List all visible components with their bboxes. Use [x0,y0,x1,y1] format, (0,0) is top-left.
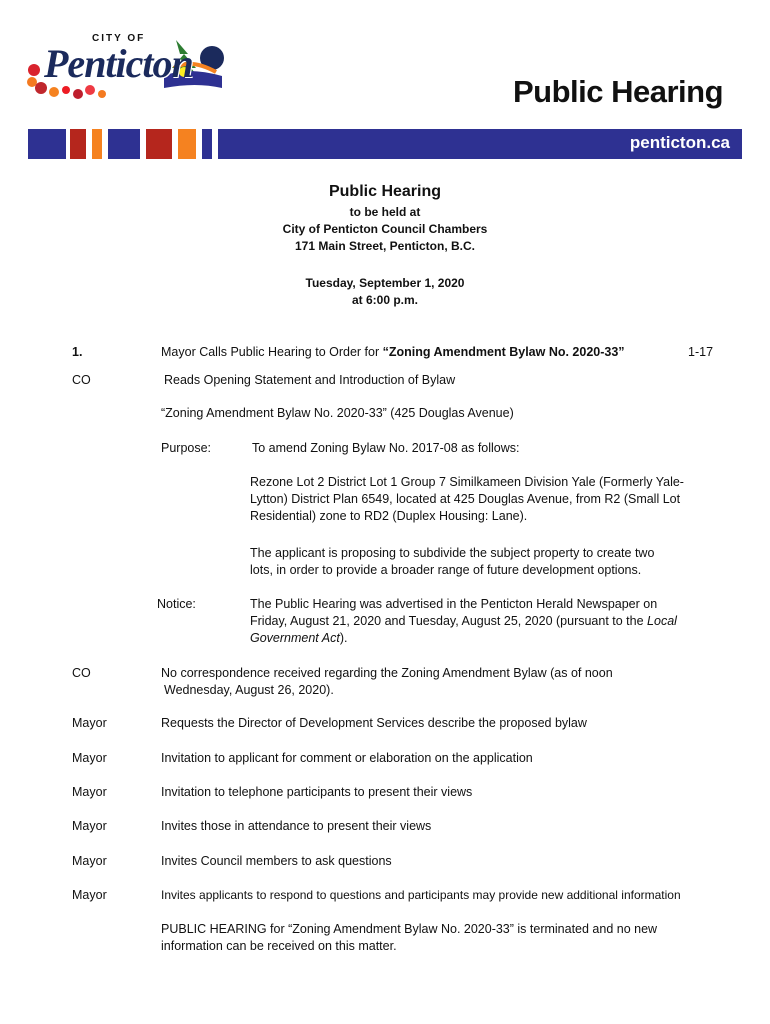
banner-block [108,129,140,159]
action-text: Requests the Director of Development Services describe the proposed bylaw [161,716,587,730]
action-text: Invites those in attendance to present their views [161,819,432,833]
banner-block [146,129,172,159]
action-text: Invitation to telephone participants to present their views [161,785,473,799]
closing-paragraph [161,921,721,955]
meeting-time: at 6:00 p.m. [351,293,419,307]
speaker-label: CO [72,666,91,680]
logo-petal-icon [62,86,70,94]
closing-line: information can be received on this matter. [161,939,397,953]
rezone-line: Lytton) District Plan 6549, located at 425 Douglas Avenue, from R2 (Small Lot [250,492,681,506]
banner-block [92,129,102,159]
notice-label: Notice: [157,597,196,611]
banner-block [178,129,196,159]
purpose-label: Purpose: [161,441,212,455]
applicant-paragraph [250,545,700,579]
notice-line [250,613,710,630]
speaker-label: Mayor [72,716,107,730]
header-title: Public Hearing [512,74,723,109]
bylaw-line: “Zoning Amendment Bylaw No. 2020-33” (425 Douglas Avenue) [161,406,514,420]
action-text: Invites Council members to ask questions [161,854,392,868]
address-line: 171 Main Street, Penticton, B.C. [294,239,476,253]
notice-text: Friday, August 21, 2020 and Tuesday, August 25, 2020 (pursuant to the [250,614,648,628]
correspondence-line: Wednesday, August 26, 2020). [164,683,334,697]
document-title: Public Hearing [328,183,442,200]
banner-block [28,129,66,159]
logo-petal-icon [27,77,37,87]
item-description [161,344,625,361]
speaker-label: Mayor [72,819,107,833]
applicant-line: The applicant is proposing to subdivide the subject property to create two [250,546,655,560]
applicant-line: lots, in order to provide a broader range of future development options. [250,563,642,577]
act-name: Local [647,614,677,628]
notice-paragraph [250,596,710,647]
banner-block [70,129,86,159]
venue-line: City of Penticton Council Chambers [282,222,488,236]
notice-line: The Public Hearing was advertised in the Penticton Herald Newspaper on [250,597,658,611]
correspondence-line: No correspondence received regarding the Zoning Amendment Bylaw (as of noon [161,666,613,680]
action-text: Invites applicants to respond to questions and participants may provide new additional information [161,888,681,902]
act-name: Government Act [250,631,340,645]
logo-wordmark: Penticton [44,41,193,86]
action-text: Reads Opening Statement and Introduction of Bylaw [164,373,456,387]
logo-petal-icon [49,87,59,97]
logo-petal-icon [73,89,83,99]
logo-petal-icon [28,64,40,76]
logo-petal-icon [98,90,106,98]
purpose-text: To amend Zoning Bylaw No. 2017-08 as follows: [252,441,520,455]
notice-text: ). [339,631,348,645]
rezone-paragraph [250,474,700,525]
page-range: 1-17 [688,345,714,359]
closing-line: PUBLIC HEARING for “Zoning Amendment Bylaw No. 2020-33” is terminated and no new [161,922,658,936]
bylaw-name: “Zoning Amendment Bylaw No. 2020-33” [382,345,625,359]
speaker-label: Mayor [72,785,107,799]
action-text: Invitation to applicant for comment or elaboration on the application [161,751,533,765]
logo-city-of-text: CITY OF [92,33,146,44]
banner-block [202,129,212,159]
item-text: Mayor Calls Public Hearing to Order for [161,345,383,359]
intro-line: to be held at [349,205,421,219]
item-number: 1. [72,345,83,359]
meeting-date: Tuesday, September 1, 2020 [305,276,465,290]
speaker-label: Mayor [72,751,107,765]
speaker-label: CO [72,373,91,387]
speaker-label: Mayor [72,888,107,902]
notice-line [250,630,710,647]
rezone-line: Residential) zone to RD2 (Duplex Housing: Lane). [250,509,528,523]
website-link[interactable]: penticton.ca [629,133,730,152]
speaker-label: Mayor [72,854,107,868]
correspondence-paragraph [161,665,721,699]
rezone-line: Rezone Lot 2 District Lot 1 Group 7 Similkameen Division Yale (Formerly Yale- [250,475,684,489]
